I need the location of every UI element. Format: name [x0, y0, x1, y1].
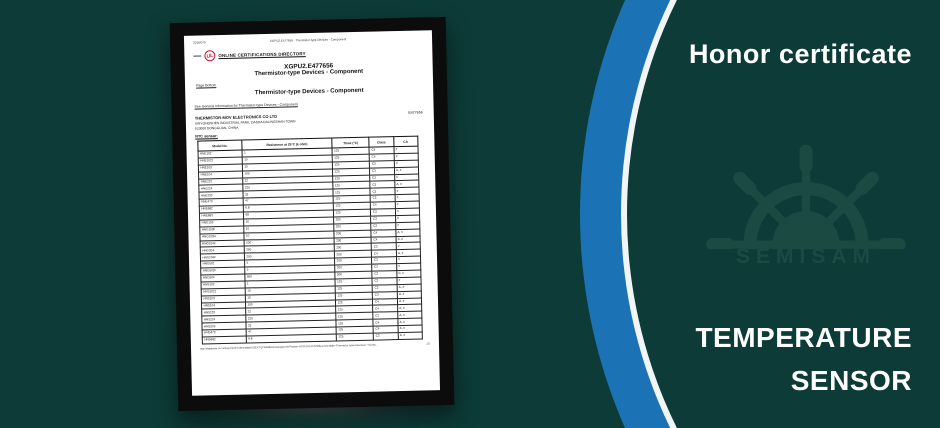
- table-cell: HNG103: [200, 219, 244, 227]
- table-cell: 22: [243, 176, 333, 185]
- table-cell: C4: [373, 326, 397, 333]
- table-cell: C4: [373, 298, 397, 305]
- table-cell: HNS224: [202, 315, 246, 323]
- table-cell: 200: [335, 264, 373, 272]
- table-cell: HNS102: [201, 281, 245, 289]
- table-cell: HNE223: [199, 178, 243, 186]
- table-cell: 10: [242, 155, 332, 164]
- table-cell: HNG204F: [200, 253, 244, 261]
- table-cell: #: [394, 160, 418, 167]
- table-cell: A, #: [394, 167, 418, 174]
- table-cell: 200: [334, 251, 372, 259]
- table-column-header: Resistance at 25°C (k ohm): [242, 138, 332, 150]
- certificate-category-title: Thermistor-type Devices - Component: [254, 68, 364, 78]
- table-cell: 125: [333, 189, 371, 197]
- table-cell: 125: [333, 209, 371, 217]
- table-cell: 200: [334, 216, 372, 224]
- table-cell: 100: [245, 300, 335, 309]
- table-cell: 10: [244, 217, 334, 226]
- table-cell: #: [394, 153, 418, 160]
- table-cell: C4: [372, 250, 396, 257]
- table-cell: 47: [246, 327, 336, 336]
- table-cell: A, #: [398, 325, 422, 332]
- table-cell: 200: [244, 244, 334, 253]
- table-cell: C3: [370, 181, 394, 188]
- divider-dash: [193, 55, 201, 56]
- table-cell: 125: [332, 161, 370, 169]
- table-cell: A, #: [396, 236, 420, 243]
- table-cell: 1: [245, 279, 335, 288]
- table-cell: HNG104F: [200, 240, 244, 248]
- table-cell: 10: [245, 286, 335, 295]
- table-cell: 125: [332, 147, 370, 155]
- table-cell: 5: [244, 258, 334, 267]
- ul-logo-icon: [203, 49, 216, 62]
- table-cell: 125: [335, 292, 373, 300]
- table-cell: 125: [333, 202, 371, 210]
- table-cell: HNE1021: [198, 157, 242, 165]
- certificate-page: [184, 30, 440, 396]
- table-cell: C3: [374, 333, 398, 340]
- table-column-header: Model No.: [198, 140, 242, 151]
- table-cell: 125: [336, 299, 374, 307]
- table-cell: HNS473: [202, 329, 246, 337]
- table-cell: 68: [243, 210, 333, 219]
- table-cell: C4: [373, 319, 397, 326]
- table-cell: 200: [335, 257, 373, 265]
- table-cell: A, #: [397, 311, 421, 318]
- table-cell: C4: [371, 236, 395, 243]
- table-cell: #: [395, 222, 419, 229]
- table-cell: 125: [333, 182, 371, 190]
- table-cell: 200: [334, 244, 372, 252]
- table-cell: 33: [246, 320, 336, 329]
- table-cell: C4: [370, 154, 394, 161]
- table-cell: HNS682: [202, 336, 246, 344]
- table-cell: 6.8: [243, 203, 333, 212]
- table-cell: 125: [336, 333, 374, 341]
- table-cell: HNE683: [199, 212, 243, 220]
- page-bottom-link[interactable]: Page Bottom: [196, 83, 217, 88]
- table-cell: 10: [242, 162, 332, 171]
- certificate-document: [170, 17, 455, 411]
- table-cell: 6.8: [246, 334, 336, 343]
- table-cell: #: [396, 256, 420, 263]
- print-title: XGPU2.E477656 - Thermistor-type Devices - Component: [269, 37, 347, 43]
- table-cell: HNE473: [199, 198, 243, 206]
- table-cell: 1: [242, 148, 332, 157]
- table-cell: C4: [369, 147, 393, 154]
- table-cell: C3: [371, 216, 395, 223]
- table-cell: C3: [370, 174, 394, 181]
- table-cell: C2: [372, 271, 396, 278]
- table-cell: A, #: [398, 332, 422, 339]
- table-cell: #: [395, 201, 419, 208]
- table-cell: C3: [371, 195, 395, 202]
- table-cell: #: [397, 277, 421, 284]
- table-cell: 200: [244, 251, 334, 260]
- table-cell: 100: [244, 238, 334, 247]
- company-address-line2: 523000 DONGGUAN, CHINA: [194, 125, 239, 131]
- table-cell: C3: [371, 209, 395, 216]
- table-cell: C3: [373, 284, 397, 291]
- table-cell: #: [396, 243, 420, 250]
- table-cell: A, #: [397, 284, 421, 291]
- table-label: NTC sensor:: [195, 134, 218, 139]
- table-cell: C4: [373, 305, 397, 312]
- directory-row: [193, 44, 423, 62]
- table-cell: 220: [246, 313, 336, 322]
- temperature-sensor-title: TEMPERATURE SENSOR: [695, 322, 912, 396]
- table-cell: HNG502F: [201, 267, 245, 275]
- table-column-header: Tmax (°C): [332, 137, 370, 148]
- page-indicator: 1/2: [426, 342, 431, 346]
- table-cell: HNE102: [198, 150, 242, 158]
- table-cell: 47: [243, 196, 333, 205]
- print-date: 2016/079: [193, 40, 206, 45]
- table-cell: #: [396, 263, 420, 270]
- table-cell: 220: [243, 182, 333, 191]
- footer-url: http://database.ul.com/cgi-bin/XYV/template/LISEXT/1FRAME/showpage.html?name=XGPU2.E477656&ccnshorttitle=Thermistor-type+Devices+-+Comp...: [200, 343, 378, 351]
- table-cell: A, #: [397, 318, 421, 325]
- table-cell: A, #: [396, 249, 420, 256]
- table-cell: #: [395, 208, 419, 215]
- directory-label: ONLINE CERTIFICATIONS DIRECTORY: [218, 51, 306, 59]
- table-cell: HNG502: [201, 260, 245, 268]
- table-cell: 100: [242, 169, 332, 178]
- table-cell: 200: [335, 271, 373, 279]
- company-info: [195, 113, 296, 130]
- table-cell: 125: [333, 195, 371, 203]
- table-cell: HNS104: [201, 302, 245, 310]
- ul-logo-text: UL: [205, 52, 214, 60]
- table-cell: HNS333: [202, 322, 246, 330]
- table-cell: 5: [245, 265, 335, 274]
- table-cell: C3: [371, 222, 395, 229]
- table-cell: HNG103F: [200, 226, 244, 234]
- table-cell: HNS103: [201, 295, 245, 303]
- table-cell: 200: [334, 223, 372, 231]
- table-cell: C3: [370, 167, 394, 174]
- table-cell: 200: [334, 230, 372, 238]
- table-body: [198, 146, 422, 344]
- ntc-sensor-table: [197, 136, 422, 345]
- table-cell: #: [394, 146, 418, 153]
- table-cell: A, #: [395, 229, 419, 236]
- table-cell: C3: [370, 160, 394, 167]
- table-cell: C2: [373, 312, 397, 319]
- table-cell: HNG504: [201, 274, 245, 282]
- table-cell: 10: [244, 231, 334, 240]
- table-cell: 500: [245, 272, 335, 281]
- table-cell: 125: [336, 319, 374, 327]
- table-cell: #: [395, 187, 419, 194]
- table-cell: A, #: [394, 181, 418, 188]
- general-info-row: [194, 99, 424, 108]
- table-column-header: CA: [393, 136, 417, 147]
- table-cell: #: [395, 215, 419, 222]
- print-header: [193, 35, 423, 44]
- table-cell: HNS223: [202, 309, 246, 317]
- table-cell: 125: [335, 285, 373, 293]
- print-header-spacer: [393, 35, 423, 40]
- table-cell: HNE104: [199, 171, 243, 179]
- table-cell: 125: [336, 306, 374, 314]
- table-cell: HNE224: [199, 185, 243, 193]
- table-column-header: Class: [369, 137, 393, 148]
- table-cell: 125: [332, 154, 370, 162]
- table-cell: 125: [333, 175, 371, 183]
- table-cell: C3: [373, 291, 397, 298]
- table-cell: HNE103: [198, 164, 242, 172]
- table-cell: C4: [371, 202, 395, 209]
- table-cell: 125: [336, 326, 374, 334]
- table-cell: 10: [244, 224, 334, 233]
- company-block: [195, 110, 425, 130]
- table-cell: 33: [243, 189, 333, 198]
- file-number: E477656: [408, 110, 423, 115]
- ship-helm-icon: [688, 140, 924, 252]
- table-cell: HNG204: [200, 247, 244, 255]
- table-cell: C3: [372, 257, 396, 264]
- table-cell: HNE682: [199, 205, 243, 213]
- general-info-link[interactable]: See General Information for Thermistor-type Devices - Component: [194, 102, 298, 109]
- table-cell: C4: [371, 229, 395, 236]
- honor-certificate-title: Honor certificate: [688, 39, 912, 69]
- table-cell: A, #: [397, 305, 421, 312]
- table-cell: 125: [333, 168, 371, 176]
- table-cell: HNG103H: [200, 233, 244, 241]
- table-cell: C, #: [396, 270, 420, 277]
- table-cell: 125: [336, 313, 374, 321]
- table-cell: C3: [372, 243, 396, 250]
- table-cell: HNE333: [199, 191, 243, 199]
- company-address-line1: XINYONGSHEN INDUSTRIAL PARK, DASHA DALINGSHAN TOWN: [194, 119, 296, 126]
- company-name: THERMISTOR-MOV ELECTRONICS CO LTD: [194, 113, 278, 121]
- table-cell: C2: [372, 264, 396, 271]
- table-cell: 125: [335, 278, 373, 286]
- table-cell: 200: [334, 237, 372, 245]
- table-cell: C3: [372, 278, 396, 285]
- table-cell: HNS1021: [201, 288, 245, 296]
- semisam-watermark: [688, 140, 924, 269]
- table-cell: A, #: [397, 291, 421, 298]
- certificate-number-title: XGPU2.E477656: [284, 62, 334, 71]
- table-cell: #: [394, 174, 418, 181]
- table-cell: A, #: [397, 298, 421, 305]
- table-cell: #: [395, 194, 419, 201]
- watermark-text: SEMISAM: [735, 245, 876, 268]
- table-cell: C3: [370, 188, 394, 195]
- section-title: Thermistor-type Devices - Component: [254, 87, 364, 97]
- table-cell: 22: [246, 306, 336, 315]
- table-cell: 10: [245, 293, 335, 302]
